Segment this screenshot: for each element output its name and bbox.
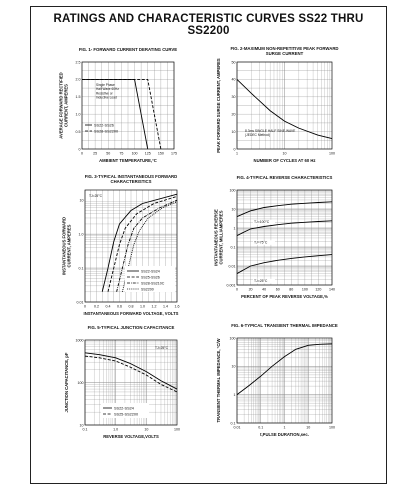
label-line: INSTANTANEOUS FORWARD (61, 216, 67, 276)
y-tick-label: 0 (78, 147, 81, 152)
y-tick-label: 1.0 (75, 112, 81, 117)
annotation-text: Single Phase (96, 83, 115, 87)
x-tick-label: 0 (81, 151, 83, 156)
chart-title: FIG. 4-TYPICAL REVERSE CHARACTERISTICS (236, 175, 333, 180)
x-tick-label: 150 (157, 151, 164, 156)
y-tick-label: 0.5 (75, 129, 81, 134)
y-tick-label: 1 (233, 226, 236, 231)
grid (82, 62, 174, 149)
x-tick-label: 80 (289, 287, 294, 292)
fig2-annotations (245, 129, 296, 137)
y-tick-label: 10 (231, 129, 236, 134)
chart-title (85, 174, 178, 184)
page-title: RATINGS AND CHARACTERISTIC CURVES SS22 THRU SS2200 (53, 13, 364, 37)
legend-label: SS22-SS24 (141, 269, 160, 274)
chart-title: FIG. 1- FORWARD CURRENT DERATING CURVE (78, 47, 178, 52)
title-line: SURGE CURRENT (265, 51, 304, 56)
legend-label: SS22-SS24 (114, 406, 134, 411)
y-tick-label: 10 (79, 198, 84, 203)
x-tick-label: 0.01 (233, 425, 241, 430)
x-tick-label: 1.6 (174, 304, 180, 309)
label-line: CURRENT, AMPERES (66, 224, 72, 268)
annotation-text: Resistive or (96, 91, 113, 96)
y-tick-label: 100 (229, 188, 236, 193)
x-tick-label: 50 (106, 151, 111, 156)
legend-label: SS22-SS26 (94, 123, 114, 128)
y-tick-label: 1000 (75, 338, 84, 343)
y-axis-label (59, 72, 69, 138)
y-tick-label: 2.0 (75, 77, 81, 82)
y-tick-label: 50 (231, 60, 236, 65)
series-line (85, 353, 177, 389)
title-line: CHARACTERISTICS (110, 179, 152, 184)
y-tick-label: 0.01 (228, 264, 236, 269)
x-axis-label: NUMBER OF CYCLES AT 60 Hz (253, 158, 316, 163)
x-tick-label: 125 (144, 151, 151, 156)
chart-title: FIG. 6-TYPICAL TRANSIENT THERMAL IMPEDANCE (231, 323, 338, 328)
title-line: FIG. 3-TYPICAL INSTANTANEOUS FORWARD (84, 174, 178, 179)
label-line: INSTANTANEOUS REVERSE (213, 209, 219, 266)
x-axis-label: INSTANTANEOUS FORWARD VOLTAGE, VOLTS (83, 311, 179, 316)
x-tick-label: 10 (144, 427, 149, 432)
y-axis-label: TRANSIENT THERMAL IMPEDANCE, °C/W (216, 338, 221, 423)
y-tick-label: 0.1 (230, 421, 236, 426)
x-tick-label: 1.4 (163, 304, 168, 309)
x-tick-label: 120 (315, 287, 322, 292)
x-tick-label: 1.0 (140, 304, 145, 309)
x-tick-label: 0.6 (117, 304, 122, 309)
x-axis-label: AMBIENT TEMPERATURE,°C (99, 158, 157, 163)
x-tick-label: 0.4 (105, 304, 111, 309)
x-tick-label: 10 (282, 151, 287, 156)
x-tick-label: 1.2 (151, 304, 157, 309)
fig5-chart (64, 325, 180, 439)
annotation-text: Inductive Load (96, 95, 117, 100)
annotation-text: Half Wave 60Hz (96, 87, 119, 92)
x-tick-label: 100 (131, 151, 138, 156)
chart-title (230, 46, 338, 56)
x-tick-label: 140 (329, 287, 335, 292)
fig6-chart (216, 323, 338, 437)
annotation-text: TJ=25°C (89, 194, 102, 198)
annotation-text: (JEDEC Method) (245, 133, 270, 138)
x-tick-label: 0 (236, 287, 238, 292)
x-tick-label: 20 (248, 287, 253, 292)
y-axis-label (62, 217, 72, 275)
chart-title: FIG. 5-TYPICAL JUNCTION CAPACITANCE (87, 325, 175, 330)
x-tick-label: 0.2 (94, 304, 99, 309)
y-tick-label: 0.001 (226, 283, 236, 288)
grid (237, 190, 332, 285)
y-tick-label: 40 (231, 77, 236, 82)
y-tick-label: 1.5 (75, 95, 81, 100)
legend-label: SS28-SS2200 (94, 129, 119, 134)
y-tick-label: 100 (77, 380, 84, 385)
y-axis-label (214, 209, 224, 266)
x-tick-label: 0.1 (258, 425, 264, 430)
y-tick-label: 10 (231, 364, 236, 369)
series-label: TJ=100°C (253, 220, 270, 225)
x-tick-label: 100 (329, 425, 335, 430)
fig4-annotations (253, 220, 275, 284)
y-tick-label: 2.5 (75, 60, 81, 65)
legend-label: SS25-SS26 (141, 275, 160, 280)
y-tick-label: 0.1 (78, 266, 84, 271)
x-tick-label: 1 (236, 151, 238, 156)
fig2-chart (216, 46, 339, 163)
title-line: FIG. 2-MAXIMUM NON-REPETITIVE PEAK FORWARD (230, 46, 339, 51)
x-tick-label: 40 (262, 287, 267, 292)
label-line: CURRENT, MILLIAMPERES (218, 210, 224, 265)
grid (237, 338, 332, 423)
y-tick-label: 0.01 (76, 300, 84, 305)
fig1-chart (59, 47, 178, 163)
y-tick-label: 0 (233, 147, 236, 152)
y-tick-label: 30 (231, 95, 236, 100)
y-tick-label: 100 (229, 336, 236, 341)
label-line: CURRENT, AMPERES (63, 84, 69, 127)
x-tick-label: 100 (174, 427, 180, 432)
fig3-annotations (89, 194, 175, 292)
y-tick-label: 20 (231, 112, 236, 117)
x-tick-label: 25 (93, 151, 98, 156)
y-tick-label: 10 (79, 423, 84, 428)
legend-label: SS2200 (141, 287, 154, 292)
label-line: AVERAGE FORWARD RECTIFIED (58, 72, 64, 139)
legend-label: SS25-SS2200 (114, 412, 139, 417)
x-tick-label: 10 (306, 425, 311, 430)
x-tick-label: 60 (275, 287, 280, 292)
x-tick-label: 0 (84, 304, 86, 309)
fig1-annotations (85, 83, 119, 133)
x-tick-label: 175 (171, 151, 177, 156)
y-axis-label: JUNCTION CAPACITANCE, pF (64, 352, 69, 413)
y-tick-label: 0.1 (230, 245, 236, 250)
x-tick-label: 100 (301, 287, 308, 292)
legend-label: SS28-SS210C (141, 281, 165, 286)
y-axis-label: PEAK FORWARD SURGE CURRENT, AMPERES (216, 58, 221, 153)
series-label: TJ=25°C (253, 279, 268, 284)
x-axis-label: t,PULSE DURATION,sec. (260, 432, 309, 437)
x-tick-label: 1 (283, 425, 286, 430)
annotation-text: 8.3ms SINGLE HALF SINE-WAVE (245, 129, 296, 133)
y-tick-label: 1.0 (78, 232, 84, 237)
x-tick-label: 100 (329, 151, 335, 156)
x-tick-label: 0.8 (128, 304, 134, 309)
x-tick-label: 1.0 (113, 427, 119, 432)
series-label: TJ=75°C (253, 240, 268, 245)
annotation-text: TJ=25°C (155, 346, 168, 350)
x-tick-label: 75 (119, 151, 124, 156)
fig3-chart (62, 174, 180, 316)
x-tick-label: 0.1 (82, 427, 88, 432)
x-axis-label: REVERSE VOLTAGE,VOLTS (103, 434, 159, 439)
y-tick-label: 1 (233, 392, 236, 397)
x-axis-label: PERCENT OF PEAK REVERSE VOLTAGE,% (241, 294, 328, 299)
y-tick-label: 10 (231, 207, 236, 212)
